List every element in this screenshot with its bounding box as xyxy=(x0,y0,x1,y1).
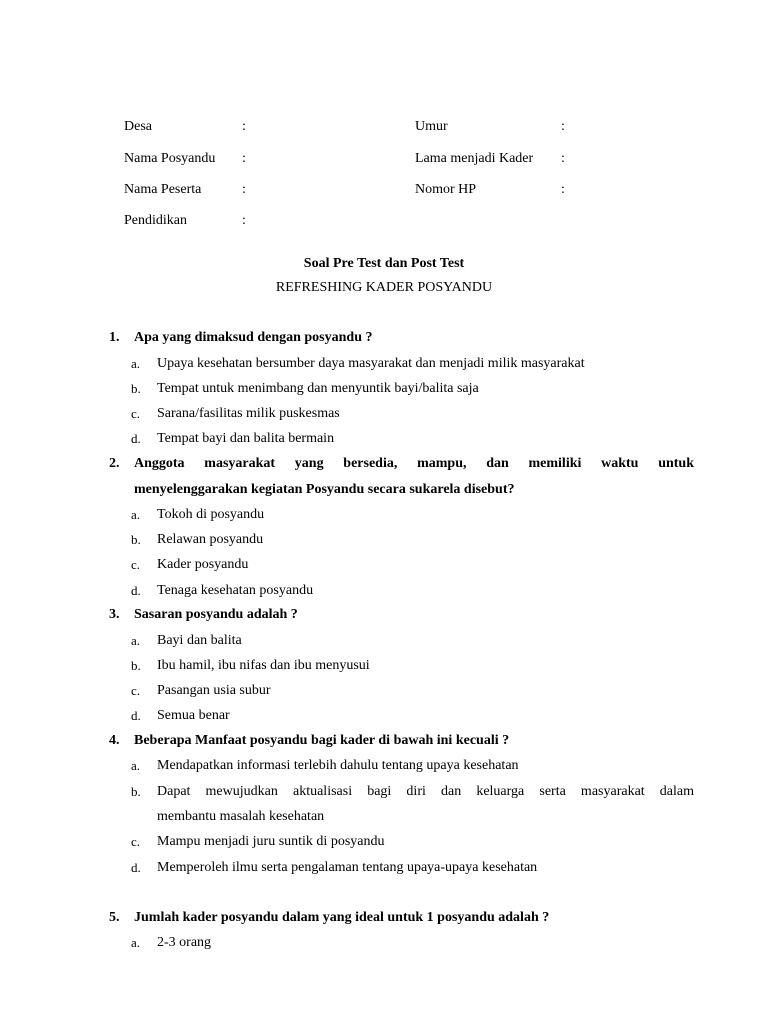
option-letter: d. xyxy=(131,431,141,446)
option-text: Tokoh di posyandu xyxy=(157,507,265,522)
option-text: Mendapatkan informasi terlebih dahulu tentang upaya kesehatan xyxy=(157,758,519,773)
option-letter: a. xyxy=(131,935,141,950)
option-text: Relawan posyandu xyxy=(157,532,264,547)
question-number: 3. xyxy=(109,607,120,622)
option-letter: c. xyxy=(131,406,141,421)
option-letter: a. xyxy=(131,633,141,648)
option-text: Memperoleh ilmu serta pengalaman tentang upaya-upaya kesehatan xyxy=(157,860,538,875)
field-colon: : xyxy=(561,182,565,197)
question-text: Apa yang dimaksud dengan posyandu ? xyxy=(134,330,373,345)
question-text: Sasaran posyandu adalah ? xyxy=(134,607,298,622)
document-title: Soal Pre Test dan Post Test xyxy=(303,256,465,271)
option-text: Tempat bayi dan balita bermain xyxy=(157,431,335,446)
field-colon: : xyxy=(561,119,565,134)
option-letter: b. xyxy=(131,532,141,547)
option-text: 2-3 orang xyxy=(157,935,212,950)
option-letter: a. xyxy=(131,758,141,773)
field-label-umur: Umur xyxy=(415,119,448,134)
question-text: Jumlah kader posyandu dalam yang ideal untuk 1 posyandu adalah ? xyxy=(134,910,550,925)
option-text: Sarana/fasilitas milik puskesmas xyxy=(157,406,340,421)
field-label-nama-posyandu: Nama Posyandu xyxy=(124,151,216,166)
document-subtitle: REFRESHING KADER POSYANDU xyxy=(275,280,493,295)
option-letter: b. xyxy=(131,381,141,396)
option-letter: c. xyxy=(131,683,141,698)
option-text: Tenaga kesehatan posyandu xyxy=(157,583,314,598)
field-colon: : xyxy=(242,182,246,197)
option-text: Mampu menjadi juru suntik di posyandu xyxy=(157,834,385,849)
option-text: Dapat mewujudkan aktualisasi bagi diri dan keluarga serta masyarakat dalam xyxy=(157,784,694,799)
field-colon: : xyxy=(242,119,246,134)
field-colon: : xyxy=(242,213,246,228)
option-letter: d. xyxy=(131,583,141,598)
field-colon: : xyxy=(242,151,246,166)
question-text: Anggota masyarakat yang bersedia, mampu, dan memiliki waktu untuk xyxy=(134,456,694,471)
option-letter: b. xyxy=(131,658,141,673)
option-letter: c. xyxy=(131,557,141,572)
option-letter: d. xyxy=(131,708,141,723)
option-text-continued: membantu masalah kesehatan xyxy=(157,809,325,824)
field-label-lama-menjadi-kader: Lama menjadi Kader xyxy=(415,151,534,166)
question-number: 1. xyxy=(109,330,120,345)
field-colon: : xyxy=(561,151,565,166)
question-number: 4. xyxy=(109,733,120,748)
option-text: Tempat untuk menimbang dan menyuntik bayi/balita saja xyxy=(157,381,479,396)
option-text: Kader posyandu xyxy=(157,557,249,572)
option-text: Semua benar xyxy=(157,708,230,723)
option-text: Ibu hamil, ibu nifas dan ibu menyusui xyxy=(157,658,370,673)
field-label-desa: Desa xyxy=(124,119,152,134)
question-number: 5. xyxy=(109,910,120,925)
question-text: Beberapa Manfaat posyandu bagi kader di bawah ini kecuali ? xyxy=(134,733,510,748)
field-label-nomor-hp: Nomor HP xyxy=(415,182,477,197)
option-text: Upaya kesehatan bersumber daya masyarakat dan menjadi milik masyarakat xyxy=(157,356,585,371)
option-letter: a. xyxy=(131,356,141,371)
field-label-pendidikan: Pendidikan xyxy=(124,213,187,228)
question-text-continued: menyelenggarakan kegiatan Posyandu secara sukarela disebut? xyxy=(134,482,515,497)
field-label-nama-peserta: Nama Peserta xyxy=(124,182,202,197)
option-text: Pasangan usia subur xyxy=(157,683,271,698)
option-letter: d. xyxy=(131,860,141,875)
question-number: 2. xyxy=(109,456,120,471)
option-letter: c. xyxy=(131,834,141,849)
option-text: Bayi dan balita xyxy=(157,633,242,648)
option-letter: b. xyxy=(131,784,141,799)
option-letter: a. xyxy=(131,507,141,522)
